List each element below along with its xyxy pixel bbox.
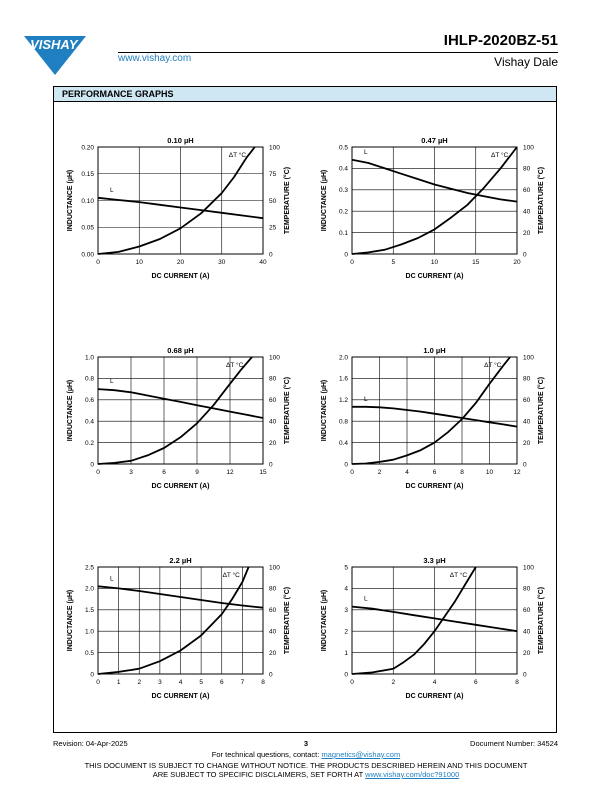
page-number: 3 xyxy=(303,739,309,748)
x-tick-label: 12 xyxy=(226,469,234,476)
y2-axis-label: TEMPERATURE (°C) xyxy=(284,586,291,655)
y2-tick-label: 80 xyxy=(523,375,531,383)
vishay-logo xyxy=(24,30,116,78)
x-tick-label: 3 xyxy=(129,469,133,476)
y-axis-label: INDUCTANCE (µH) xyxy=(321,379,328,442)
y-tick-label: 2.5 xyxy=(84,564,94,572)
series-label: L xyxy=(364,395,368,403)
series-label: L xyxy=(110,378,114,386)
y-tick-label: 1 xyxy=(344,649,348,657)
y2-tick-label: 80 xyxy=(269,375,277,383)
x-tick-label: 20 xyxy=(176,259,185,266)
y-tick-label: 0.4 xyxy=(338,439,348,447)
series-temperature-line xyxy=(98,567,249,674)
x-tick-label: 10 xyxy=(485,469,494,476)
brand-name: Vishay Dale xyxy=(494,55,558,69)
y-axis-label: INDUCTANCE (µH) xyxy=(321,589,328,652)
y2-tick-label: 40 xyxy=(269,418,277,426)
chart-0-68uH xyxy=(58,340,298,500)
y2-axis-label: TEMPERATURE (°C) xyxy=(538,166,545,235)
y-tick-label: 0.2 xyxy=(338,208,348,216)
x-tick-label: 4 xyxy=(405,469,409,476)
y2-tick-label: 80 xyxy=(523,585,531,593)
y2-tick-label: 40 xyxy=(269,628,277,636)
series-label: L xyxy=(110,186,114,194)
series-label: L xyxy=(364,595,368,603)
chart-0-10uH xyxy=(58,130,298,290)
y2-axis-label: TEMPERATURE (°C) xyxy=(284,166,291,235)
disclaimer-link[interactable]: www.vishay.com/doc?91000 xyxy=(365,770,460,779)
y2-axis-label: TEMPERATURE (°C) xyxy=(538,376,545,445)
y-tick-label: 0.3 xyxy=(338,187,348,195)
y-tick-label: 2.0 xyxy=(338,354,348,362)
x-tick-label: 15 xyxy=(259,469,267,476)
y-tick-label: 3 xyxy=(344,607,348,615)
x-tick-label: 6 xyxy=(219,679,224,686)
y2-tick-label: 100 xyxy=(269,564,280,572)
chart-1-0uH xyxy=(312,340,552,500)
y-tick-label: 0 xyxy=(344,461,348,469)
chart-2-svg xyxy=(58,340,298,500)
x-tick-label: 8 xyxy=(515,679,519,686)
y-tick-label: 0.15 xyxy=(81,171,94,179)
x-tick-label: 40 xyxy=(259,259,267,266)
y-tick-label: 0.20 xyxy=(81,144,94,152)
chart-2-2uH xyxy=(58,550,298,710)
x-tick-label: 2 xyxy=(137,679,142,686)
y-axis-label: INDUCTANCE (µH) xyxy=(67,379,74,442)
website-link[interactable]: www.vishay.com xyxy=(118,53,192,64)
x-tick-label: 0 xyxy=(96,259,100,266)
y-tick-label: 0.6 xyxy=(84,397,94,405)
chart-title: 3.3 µH xyxy=(423,556,446,565)
y2-tick-label: 60 xyxy=(523,607,531,615)
y-axis-label: INDUCTANCE (µH) xyxy=(67,589,74,652)
x-tick-label: 10 xyxy=(430,259,439,266)
contact-prefix: For technical questions, contact: xyxy=(211,750,322,759)
series-label: ΔT °C xyxy=(226,362,244,369)
series-temperature-line xyxy=(352,567,476,674)
y-tick-label: 0.00 xyxy=(81,251,94,259)
y2-tick-label: 20 xyxy=(523,649,531,657)
y2-tick-label: 100 xyxy=(523,564,534,572)
y2-tick-label: 20 xyxy=(523,439,531,447)
y-tick-label: 4 xyxy=(344,585,348,593)
chart-0-svg xyxy=(58,130,298,290)
y2-tick-label: 60 xyxy=(523,187,531,195)
revision-date: Revision: 04-Apr-2025 xyxy=(53,739,128,748)
disclaimer-prefix: ARE SUBJECT TO SPECIFIC DISCLAIMERS, SET FORTH AT xyxy=(152,770,366,779)
document-number: Document Number: 34524 xyxy=(470,739,558,748)
series-label: ΔT °C xyxy=(222,572,240,579)
x-axis-label: DC CURRENT (A) xyxy=(405,273,464,280)
x-tick-label: 4 xyxy=(178,679,183,686)
chart-4-svg xyxy=(58,550,298,710)
y2-tick-label: 0 xyxy=(269,461,273,469)
y2-tick-label: 100 xyxy=(269,354,280,362)
y2-tick-label: 25 xyxy=(269,224,277,232)
section-title: PERFORMANCE GRAPHS xyxy=(62,89,174,99)
y2-tick-label: 60 xyxy=(269,397,277,405)
series-label: ΔT °C xyxy=(449,572,468,579)
x-tick-label: 5 xyxy=(199,679,203,686)
x-tick-label: 0 xyxy=(350,259,354,266)
y-axis-label: INDUCTANCE (µH) xyxy=(67,169,74,232)
x-tick-label: 0 xyxy=(350,679,354,686)
x-tick-label: 9 xyxy=(195,469,199,476)
y-tick-label: 2 xyxy=(344,628,348,636)
logo-text: VISHAY. xyxy=(30,37,80,52)
disclaimer-line-1: THIS DOCUMENT IS SUBJECT TO CHANGE WITHOUT NOTICE. THE PRODUCTS DESCRIBED HEREIN AND THIS DOCUMENT xyxy=(84,761,528,770)
y2-tick-label: 100 xyxy=(523,144,534,152)
chart-title: 0.68 µH xyxy=(167,346,194,355)
x-tick-label: 2 xyxy=(377,469,382,476)
y2-tick-label: 0 xyxy=(523,671,527,679)
x-axis-label: DC CURRENT (A) xyxy=(405,483,464,490)
y-tick-label: 0.5 xyxy=(84,649,94,657)
y-tick-label: 1.0 xyxy=(84,628,94,636)
series-label: ΔT °C xyxy=(228,152,247,159)
x-tick-label: 12 xyxy=(513,469,521,476)
chart-title: 1.0 µH xyxy=(423,346,446,355)
chart-5-svg xyxy=(312,550,552,710)
x-tick-label: 0 xyxy=(96,469,100,476)
x-tick-label: 0 xyxy=(96,679,100,686)
y-tick-label: 0.5 xyxy=(338,144,348,152)
y-tick-label: 0.8 xyxy=(338,418,348,426)
y-tick-label: 2.0 xyxy=(84,585,94,593)
x-tick-label: 4 xyxy=(432,679,437,686)
y2-axis-label: TEMPERATURE (°C) xyxy=(284,376,291,445)
y2-tick-label: 50 xyxy=(269,197,277,205)
x-tick-label: 3 xyxy=(158,679,162,686)
y2-tick-label: 40 xyxy=(523,418,531,426)
y2-tick-label: 75 xyxy=(269,171,277,179)
y-tick-label: 0 xyxy=(344,251,348,259)
chart-title: 0.47 µH xyxy=(421,136,448,145)
y-tick-label: 1.2 xyxy=(338,397,348,405)
y2-tick-label: 0 xyxy=(269,671,273,679)
series-label: L xyxy=(110,575,114,583)
x-axis-label: DC CURRENT (A) xyxy=(151,483,210,490)
header-rule xyxy=(118,52,558,53)
y-tick-label: 1.6 xyxy=(338,375,348,383)
y-tick-label: 0 xyxy=(90,671,94,679)
y-tick-label: 0.2 xyxy=(84,439,94,447)
x-tick-label: 5 xyxy=(391,259,396,266)
y2-tick-label: 40 xyxy=(523,208,531,216)
contact-email-link[interactable]: magnetics@vishay.com xyxy=(321,750,401,759)
series-label: L xyxy=(364,148,368,156)
x-tick-label: 2 xyxy=(391,679,396,686)
part-number: IHLP-2020BZ-51 xyxy=(443,32,558,49)
chart-0-47uH xyxy=(312,130,552,290)
x-tick-label: 8 xyxy=(460,469,464,476)
chart-title: 2.2 µH xyxy=(169,556,192,565)
series-label: ΔT °C xyxy=(491,152,509,159)
x-tick-label: 6 xyxy=(162,469,166,476)
x-tick-label: 1 xyxy=(116,679,121,686)
y2-tick-label: 80 xyxy=(269,585,277,593)
x-tick-label: 6 xyxy=(432,469,437,476)
y2-tick-label: 20 xyxy=(523,229,531,237)
x-axis-label: DC CURRENT (A) xyxy=(151,693,210,700)
y-tick-label: 0.05 xyxy=(81,224,94,232)
x-tick-label: 30 xyxy=(218,259,226,266)
x-tick-label: 7 xyxy=(240,679,245,686)
series-label: ΔT °C xyxy=(484,362,502,369)
y2-tick-label: 80 xyxy=(523,165,531,173)
y-tick-label: 0 xyxy=(344,671,348,679)
x-axis-label: DC CURRENT (A) xyxy=(151,273,210,280)
y-tick-label: 0.10 xyxy=(81,197,94,205)
x-tick-label: 20 xyxy=(513,259,521,266)
y2-tick-label: 20 xyxy=(269,439,277,447)
series-inductance-line xyxy=(98,389,263,418)
y-tick-label: 0.4 xyxy=(338,165,348,173)
y2-tick-label: 100 xyxy=(523,354,534,362)
y2-axis-label: TEMPERATURE (°C) xyxy=(538,586,545,655)
y-axis-label: INDUCTANCE (µH) xyxy=(321,169,328,232)
x-tick-label: 0 xyxy=(350,469,354,476)
chart-3-svg xyxy=(312,340,552,500)
y-tick-label: 1.5 xyxy=(84,607,94,615)
y2-tick-label: 0 xyxy=(523,461,527,469)
y2-tick-label: 60 xyxy=(523,397,531,405)
series-temperature-line xyxy=(352,357,510,464)
chart-title: 0.10 µH xyxy=(167,136,194,145)
y-tick-label: 1.0 xyxy=(84,354,94,362)
y2-tick-label: 100 xyxy=(269,144,280,152)
y-tick-label: 0.4 xyxy=(84,418,94,426)
chart-3-3uH xyxy=(312,550,552,710)
x-tick-label: 10 xyxy=(135,259,143,266)
chart-1-svg xyxy=(312,130,552,290)
y2-tick-label: 60 xyxy=(269,607,277,615)
y2-tick-label: 20 xyxy=(269,649,277,657)
x-tick-label: 15 xyxy=(472,259,480,266)
y2-tick-label: 0 xyxy=(523,251,527,259)
y2-tick-label: 40 xyxy=(523,628,531,636)
disclaimer-line-2 xyxy=(0,770,612,779)
x-tick-label: 8 xyxy=(261,679,265,686)
vishay-logo-graphic xyxy=(24,30,116,78)
y-tick-label: 0.8 xyxy=(84,375,94,383)
y-tick-label: 0.1 xyxy=(338,229,348,237)
y-tick-label: 5 xyxy=(344,564,348,572)
contact-line xyxy=(0,750,612,759)
x-tick-label: 6 xyxy=(473,679,478,686)
x-axis-label: DC CURRENT (A) xyxy=(405,693,464,700)
y-tick-label: 0 xyxy=(90,461,94,469)
y2-tick-label: 0 xyxy=(269,251,273,259)
